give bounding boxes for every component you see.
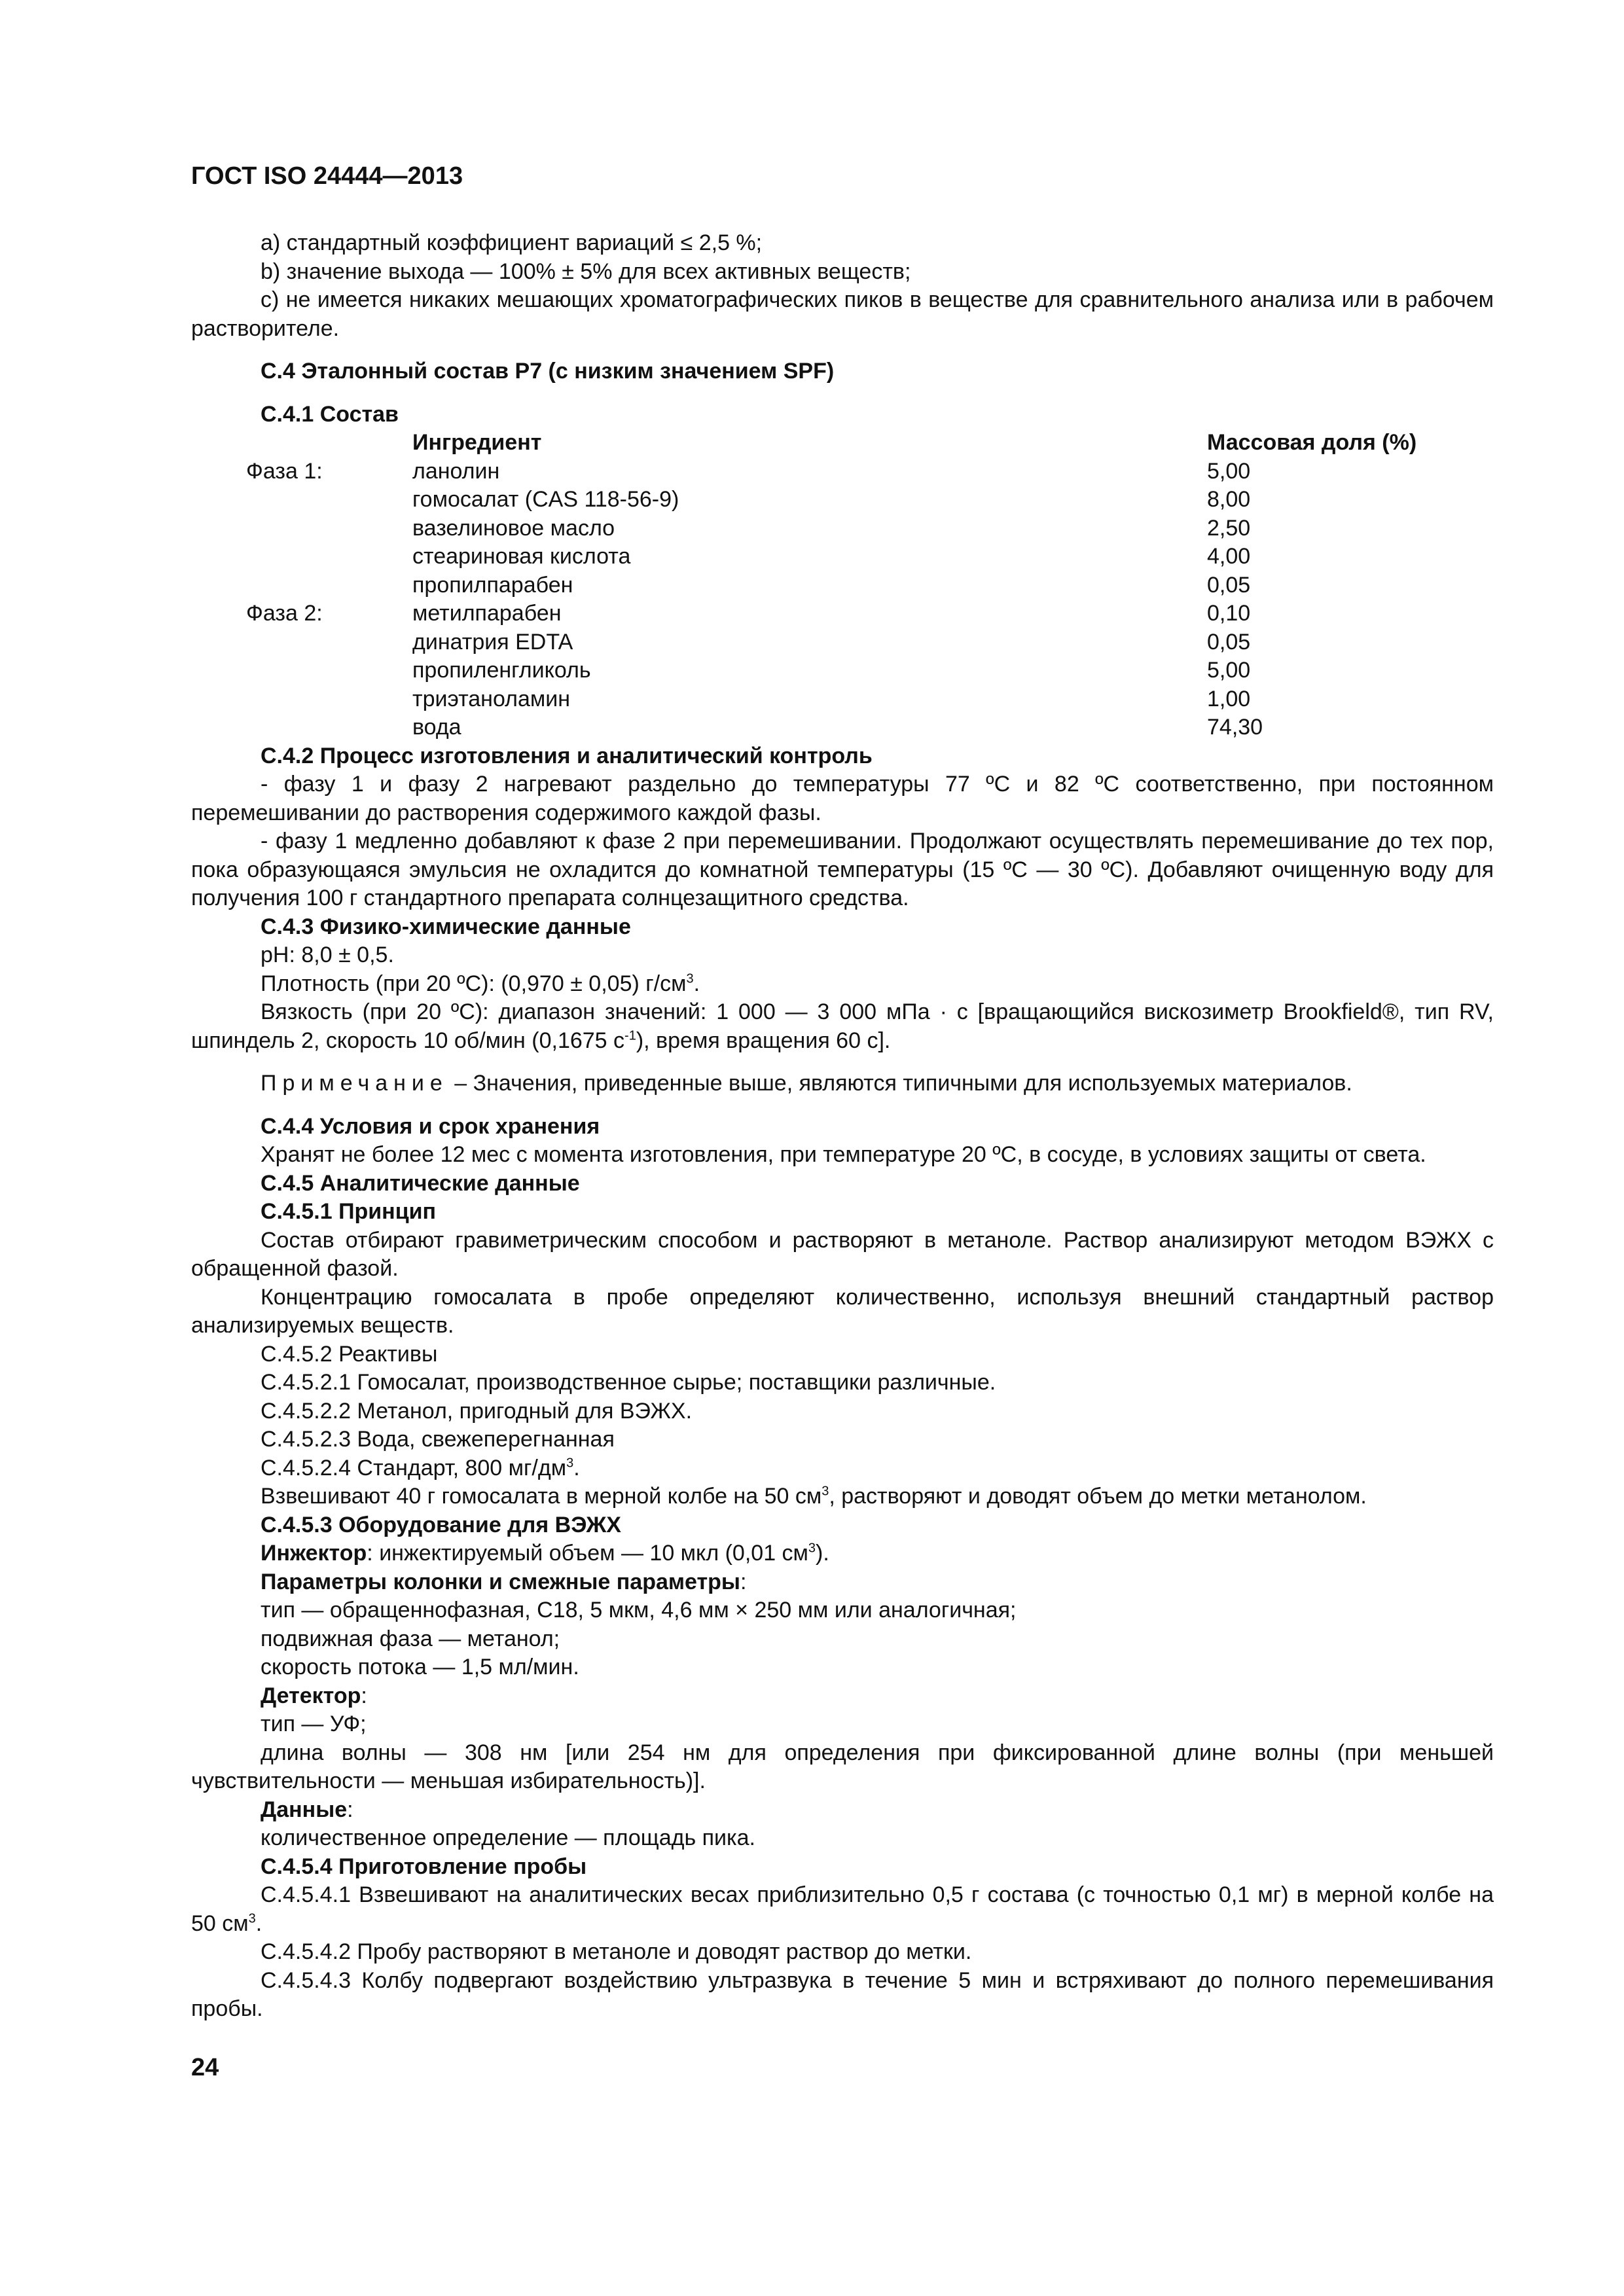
phase-label bbox=[246, 486, 412, 514]
section-c4-title: С.4 Эталонный состав Р7 (с низким значением SPF) bbox=[261, 359, 835, 384]
ingredient-name: вода bbox=[412, 715, 461, 740]
sample-prep-1: С.4.5.4.1 Взвешивают на аналитических весах приблизительно 0,5 г состава (с точностью 0,1 мг) в мерной колбе на 50 $см^3$. bbox=[191, 1882, 1494, 1936]
principle-paragraph-1: Состав отбирают гравиметрическим способом и растворяют в метаноле. Раствор анализируют методом ВЭЖХ с обращенной фазой. bbox=[191, 1227, 1494, 1281]
phase-label: Фаза 2: bbox=[246, 601, 323, 626]
data-text: количественное определение — площадь пика. bbox=[261, 1825, 755, 1850]
wavelength-paragraph: длина волны — 308 нм [или 254 нм для определения при фиксированной длине волны (при меньшей чувствительности — меньшая избирательность)]. bbox=[191, 1740, 1494, 1793]
mass-fraction: 8,00 bbox=[1207, 487, 1251, 512]
sample-prep-2: С.4.5.4.2 Пробу растворяют в метаноле и доводят раствор до метки. bbox=[261, 1939, 972, 1964]
document-body bbox=[191, 229, 1494, 2024]
section-c452-title: С.4.5.2 Реактивы bbox=[261, 1341, 438, 1367]
document-header: ГОСТ ISO 24444—2013 bbox=[191, 162, 463, 190]
mass-fraction: 1,00 bbox=[1207, 686, 1251, 711]
criterion-c: с) не имеется никаких мешающих хроматографических пиков в веществе для сравнительного анализа или в рабочем растворителе. bbox=[191, 287, 1494, 341]
phase-label bbox=[246, 656, 412, 685]
ingredient-name: триэтаноламин bbox=[412, 686, 571, 711]
column-header-mass-fraction: Массовая доля (%) bbox=[1207, 430, 1417, 455]
section-c42-title: С.4.2 Процесс изготовления и аналитический контроль bbox=[261, 743, 873, 768]
note-text: – Значения, приведенные выше, являются типичными для используемых материалов. bbox=[448, 1071, 1352, 1096]
ph-value: pH: 8,0 ± 0,5. bbox=[261, 942, 394, 967]
mass-fraction: 0,10 bbox=[1207, 601, 1251, 626]
reagent-4: С.4.5.2.4 Стандарт, 800 $мг/дм^3$. bbox=[261, 1455, 580, 1480]
reagent-3: С.4.5.2.3 Вода, свежеперегнанная bbox=[261, 1427, 615, 1452]
phase-label bbox=[246, 571, 412, 600]
density-line: Плотность (при 20 ºC): (0,970 ± 0,05) $г/см^3$. bbox=[261, 971, 700, 996]
weighing-line: Взвешивают 40 г гомосалата в мерной колбе на 50 $см^3$, растворяют и доводят объем до метки метанолом. bbox=[261, 1484, 1367, 1509]
note bbox=[191, 1069, 1494, 1098]
table-row bbox=[191, 486, 1469, 514]
composition-table bbox=[191, 429, 1469, 742]
sample-prep-3: С.4.5.4.3 Колбу подвергают воздействию ультразвука в течение 5 мин и встряхивают до полного перемешивания пробы. bbox=[191, 1967, 1494, 2021]
ingredient-name: пропилпарабен bbox=[412, 572, 573, 598]
table-row bbox=[191, 571, 1469, 600]
mobile-phase: подвижная фаза — метанол; bbox=[261, 1626, 560, 1651]
phase-label bbox=[246, 628, 412, 657]
mass-fraction: 0,05 bbox=[1207, 572, 1251, 598]
flow-rate: скорость потока — 1,5 мл/мин. bbox=[261, 1655, 579, 1679]
section-c454-title: С.4.5.4 Приготовление пробы bbox=[261, 1854, 587, 1879]
table-row bbox=[191, 514, 1469, 543]
ingredient-name: ланолин bbox=[412, 458, 500, 484]
data-label: Данные: bbox=[261, 1797, 353, 1822]
c42-paragraph-1: - фазу 1 и фазу 2 нагревают раздельно до температуры 77 ºC и 82 ºC соответственно, при постоянном перемешивании до растворения содержимого каждой фазы. bbox=[191, 772, 1494, 825]
phase-label bbox=[246, 713, 412, 742]
ingredient-name: динатрия EDTA bbox=[412, 629, 573, 655]
detector-type: тип — УФ; bbox=[261, 1712, 367, 1736]
ingredient-name: гомосалат (CAS 118-56-9) bbox=[412, 487, 679, 512]
ingredient-name: стеариновая кислота bbox=[412, 544, 631, 569]
table-row bbox=[191, 600, 1469, 628]
section-c43-title: С.4.3 Физико-химические данные bbox=[261, 914, 631, 939]
c42-paragraph-2: - фазу 1 медленно добавляют к фазе 2 при перемешивании. Продолжают осуществлять перемешивание до тех пор, пока образующаяся эмульсия не охладится до комнатной температуры (15 ºC — 30 ºC). Добавляют очищенную воду для получения 100 г стандартного препарата солнцезащитного средства. bbox=[191, 829, 1494, 910]
ingredient-name: вазелиновое масло bbox=[412, 515, 615, 541]
viscosity-paragraph: Вязкость (при 20 ºC): диапазон значений: 1 000 — 3 000 мПа · с [вращающийся вискозиметр Brookfield®, тип RV, шпиндель 2, скорость 10 об/мин (0,1675 $с^{-1}$), время вращения 60 с]. bbox=[191, 999, 1494, 1053]
table-row bbox=[191, 628, 1469, 657]
section-c451-title: С.4.5.1 Принцип bbox=[261, 1199, 437, 1224]
phase-label: Фаза 1: bbox=[246, 458, 323, 484]
table-row bbox=[191, 543, 1469, 571]
phase-label bbox=[246, 543, 412, 571]
section-c45-title: С.4.5 Аналитические данные bbox=[261, 1170, 580, 1196]
mass-fraction: 5,00 bbox=[1207, 658, 1251, 683]
ingredient-name: метилпарабен bbox=[412, 601, 562, 626]
table-row bbox=[191, 713, 1469, 742]
reagent-2: С.4.5.2.2 Метанол, пригодный для ВЭЖХ. bbox=[261, 1398, 693, 1424]
column-params-label: Параметры колонки и смежные параметры: bbox=[261, 1569, 747, 1594]
phase-label bbox=[246, 514, 412, 543]
reagent-1: С.4.5.2.1 Гомосалат, производственное сырье; поставщики различные. bbox=[261, 1370, 996, 1395]
injector-line: Инжектор: инжектируемый объем — 10 мкл (0,01 $см^3$). bbox=[261, 1541, 829, 1566]
table-row bbox=[191, 685, 1469, 714]
column-type: тип — обращеннофазная, С18, 5 мкм, 4,6 мм × 250 мм или аналогичная; bbox=[261, 1598, 1017, 1623]
page-number: 24 bbox=[191, 2054, 219, 2081]
section-c44-title: С.4.4 Условия и срок хранения bbox=[261, 1113, 600, 1139]
table-row bbox=[191, 656, 1469, 685]
principle-paragraph-2: Концентрацию гомосалата в пробе определяют количественно, используя внешний стандартный раствор анализируемых веществ. bbox=[191, 1284, 1494, 1338]
phase-label bbox=[246, 685, 412, 714]
mass-fraction: 5,00 bbox=[1207, 458, 1251, 484]
ingredient-name: пропиленгликоль bbox=[412, 658, 591, 683]
mass-fraction: 2,50 bbox=[1207, 515, 1251, 541]
column-header-ingredient: Ингредиент bbox=[412, 430, 542, 455]
criterion-a: а) стандартный коэффициент вариаций ≤ 2,5 %; bbox=[261, 230, 763, 255]
criterion-b: b) значение выхода — 100% ± 5% для всех активных веществ; bbox=[261, 259, 911, 284]
mass-fraction: 4,00 bbox=[1207, 544, 1251, 569]
note-label: Примечание bbox=[261, 1071, 448, 1096]
table-row bbox=[191, 457, 1469, 486]
section-c453-title: С.4.5.3 Оборудование для ВЭЖХ bbox=[261, 1512, 621, 1537]
mass-fraction: 74,30 bbox=[1207, 715, 1263, 740]
detector-label: Детектор: bbox=[261, 1683, 367, 1708]
section-c41-title: С.4.1 Состав bbox=[261, 401, 399, 427]
mass-fraction: 0,05 bbox=[1207, 629, 1251, 655]
storage-text: Хранят не более 12 мес с момента изготовления, при температуре 20 ºC, в сосуде, в условиях защиты от света. bbox=[261, 1142, 1426, 1167]
composition-header-row bbox=[191, 429, 1469, 457]
